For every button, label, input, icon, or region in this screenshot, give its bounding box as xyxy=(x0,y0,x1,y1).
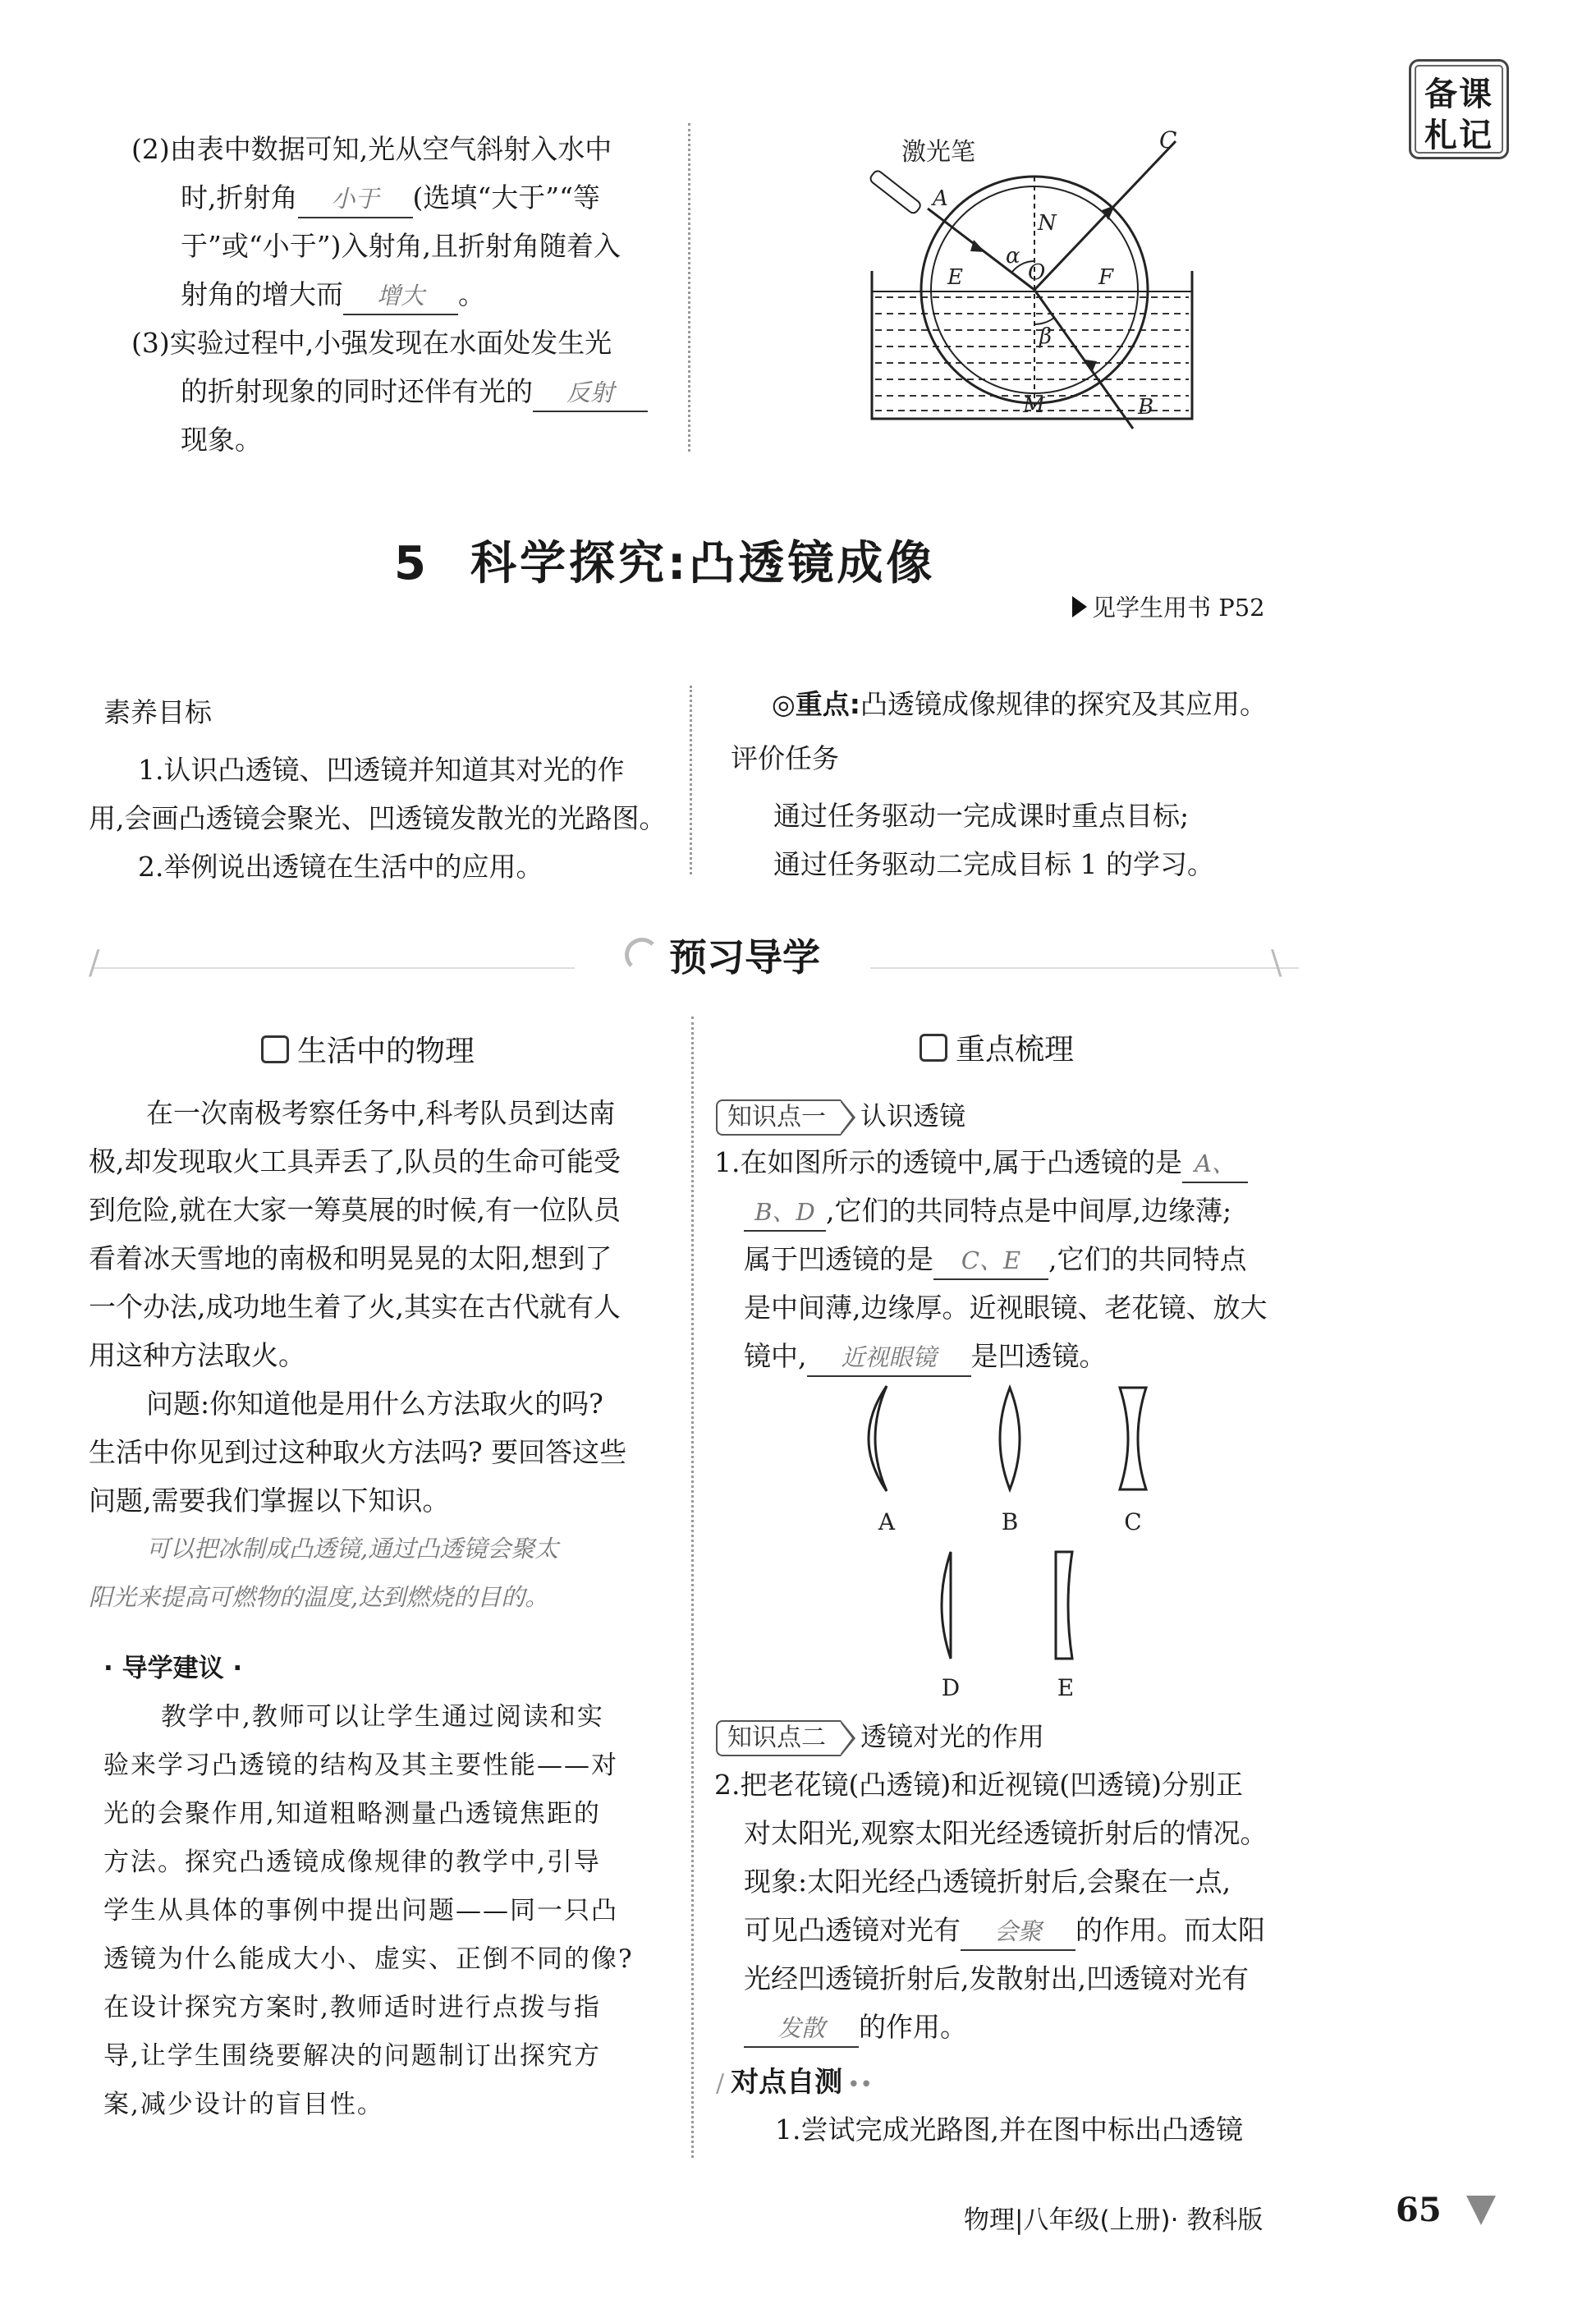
lens-label-E: E xyxy=(1057,1674,1075,1701)
label-O: O xyxy=(1028,260,1046,285)
label-A: A xyxy=(933,186,948,211)
picture-icon xyxy=(261,1035,289,1063)
refracted-arrow xyxy=(1085,360,1097,373)
stamp-line-2: 札记 xyxy=(1424,117,1493,154)
q2-line-b: 时,折射角 小于 (选填“大于”“等 xyxy=(131,173,673,222)
kp1-title: 认识透镜 xyxy=(860,1100,966,1131)
lens-E xyxy=(1056,1552,1072,1659)
q2-ans-diverge: 发散 xyxy=(744,2010,859,2048)
self-test-q1: 1.尝试完成光路图,并在图中标出凸透镜 xyxy=(775,2114,1243,2146)
banner-slash-left: / xyxy=(89,944,100,982)
eval-2: 通过任务驱动二完成目标 1 的学习。 xyxy=(773,848,1214,880)
guide-l4: 方法。探究凸透镜成像规律的教学中,引导 xyxy=(103,1847,601,1877)
page-number: 65 xyxy=(1396,2191,1442,2229)
stamp-line-1: 备课 xyxy=(1424,76,1493,113)
laser-pen xyxy=(869,169,922,215)
guide-l1: 教学中,教师可以让学生通过阅读和实 xyxy=(161,1702,604,1732)
q1-text xyxy=(714,1138,1470,1380)
key-label: ◎重点: xyxy=(772,688,860,720)
column-divider-main xyxy=(691,1017,694,2158)
q2-l4: 可见凸透镜对光有 会聚 的作用。而太阳 xyxy=(714,1906,1470,1954)
corner-stamp xyxy=(1409,59,1509,159)
life-heading: 生活中的物理 xyxy=(261,1028,475,1070)
life-p2-l1: 问题:你知道他是用什么方法取火的吗? xyxy=(146,1388,603,1420)
laser-label: 激光笔 xyxy=(901,138,975,167)
life-answer-l1: 可以把冰制成凸透镜,通过凸透镜会聚太 xyxy=(146,1535,559,1563)
label-beta: β xyxy=(1039,324,1053,349)
section-title-text: 科学探究:凸透镜成像 xyxy=(470,537,936,590)
life-p2-l3: 问题,需要我们掌握以下知识。 xyxy=(89,1485,450,1517)
lens-D xyxy=(942,1552,951,1659)
kp2-header xyxy=(716,1716,1044,1756)
key-points-heading: 重点梳理 xyxy=(920,1026,1074,1068)
label-B: B xyxy=(1138,395,1154,420)
q3-line-a: (3)实验过程中,小强发现在水面处发生光 xyxy=(131,327,612,359)
life-p1-l1: 在一次南极考察任务中,科考队员到达南 xyxy=(146,1097,616,1129)
goal-1a: 1.认识凸透镜、凹透镜并知道其对光的作 xyxy=(138,754,625,786)
q1-l3: 属于凹透镜的是 C、E ,它们的共同特点 xyxy=(714,1235,1470,1283)
q1-l5: 镜中, 近视眼镜 是凹透镜。 xyxy=(714,1332,1470,1380)
q2-l2: 对太阳光,观察太阳光经透镜折射后的情况。 xyxy=(744,1817,1268,1849)
life-p1-l5: 一个办法,成功地生着了火,其实在古代就有人 xyxy=(89,1291,621,1323)
play-arrow-icon xyxy=(1072,596,1087,617)
guide-l2: 验来学习凸透镜的结构及其主要性能——对 xyxy=(103,1751,618,1780)
life-p1-l3: 到危险,就在大家一筹莫展的时候,有一位队员 xyxy=(89,1194,621,1226)
kp2-tag: 知识点二 xyxy=(716,1720,841,1756)
q2-l1: 2.把老花镜(凸透镜)和近视镜(凹透镜)分别正 xyxy=(714,1769,1243,1801)
key-text: 凸透镜成像规律的探究及其应用。 xyxy=(860,688,1267,720)
q2-l3: 现象:太阳光经凸透镜折射后,会聚在一点, xyxy=(744,1866,1231,1898)
lens-label-A: A xyxy=(878,1508,896,1535)
q2-text xyxy=(714,1760,1470,2051)
key-point-line xyxy=(772,680,1511,728)
q3-line-c: 现象。 xyxy=(181,424,262,456)
q1-ans-ce: C、E xyxy=(933,1242,1048,1280)
goal-2: 2.举例说出透镜在生活中的应用。 xyxy=(138,851,543,883)
q1-l4: 是中间薄,边缘厚。近视眼镜、老花镜、放大 xyxy=(744,1292,1268,1324)
footer-arrow-icon xyxy=(1466,2196,1496,2225)
q2-l6: 发散 的作用。 xyxy=(714,2003,1470,2051)
top-left-text xyxy=(131,125,673,464)
guide-l9: 案,减少设计的盲目性。 xyxy=(103,2090,384,2119)
goals-heading: 素养目标 xyxy=(103,696,212,728)
lens-A xyxy=(869,1386,887,1491)
life-answer-l2: 阳光来提高可燃物的温度,达到燃烧的目的。 xyxy=(89,1583,549,1611)
label-N: N xyxy=(1038,211,1057,236)
guide-l6: 透镜为什么能成大小、虚实、正倒不同的像? xyxy=(103,1944,634,1974)
kp1-header xyxy=(716,1095,965,1136)
life-text xyxy=(89,1089,680,1622)
lens-B xyxy=(1000,1388,1020,1489)
guide-l3: 光的会聚作用,知道粗略测量凸透镜焦距的 xyxy=(103,1799,601,1829)
lens-label-C: C xyxy=(1124,1508,1142,1535)
column-divider-top xyxy=(688,123,690,452)
eval-1: 通过任务驱动一完成课时重点目标; xyxy=(773,800,1190,832)
lens-figure xyxy=(854,1379,1182,1708)
dots-icon: •• xyxy=(847,2072,873,2097)
life-p1-l2: 极,却发现取火工具弄丢了,队员的生命可能受 xyxy=(89,1145,621,1177)
q1-ans-bd: B、D xyxy=(744,1194,826,1232)
kp2-title: 透镜对光的作用 xyxy=(860,1721,1045,1752)
q1-l1: 1.在如图所示的透镜中,属于凸透镜的是 A、 xyxy=(714,1138,1470,1186)
lens-C xyxy=(1120,1388,1146,1489)
goals-text xyxy=(89,746,680,891)
q2-ans-converge: 会聚 xyxy=(961,1913,1075,1951)
life-p2-l2: 生活中你见到过这种取火方法吗? 要回答这些 xyxy=(89,1436,627,1468)
eval-heading: 评价任务 xyxy=(731,742,839,774)
q2-l5: 光经凹透镜折射后,发散射出,凹透镜对光有 xyxy=(744,1962,1249,1994)
beta-arc xyxy=(1034,318,1054,324)
life-p1-l4: 看着冰天雪地的南极和明晃晃的太阳,想到了 xyxy=(89,1242,612,1274)
footer-book: 物理|八年级(上册)· 教科版 xyxy=(964,2205,1264,2235)
life-p1-l6: 用这种方法取火。 xyxy=(89,1339,305,1371)
q1-ans-myopia: 近视眼镜 xyxy=(807,1339,971,1377)
lens-label-D: D xyxy=(941,1674,961,1701)
column-divider-goals xyxy=(690,686,692,874)
guide-heading: · 导学建议 · xyxy=(103,1654,243,1683)
label-E: E xyxy=(947,265,963,290)
pen-icon: / xyxy=(716,2069,725,2098)
label-C: C xyxy=(1159,126,1177,154)
guide-l5: 学生从具体的事例中提出问题——同一只凸 xyxy=(103,1896,618,1925)
answer-increase: 增大 xyxy=(343,278,458,315)
preview-banner: 预习导学 xyxy=(575,928,870,989)
eval-text xyxy=(773,792,1496,888)
banner-slash-right: \ xyxy=(1271,944,1282,982)
kp1-tag: 知识点一 xyxy=(716,1099,841,1136)
q2-line-a: (2)由表中数据可知,光从空气斜射入水中 xyxy=(131,133,612,165)
answer-smaller: 小于 xyxy=(298,181,413,218)
section-title xyxy=(394,527,1133,593)
preview-swirl-icon xyxy=(625,938,659,972)
guide-l8: 导,让学生围绕要解决的问题制订出探究方 xyxy=(103,2041,601,2071)
student-book-ref: 见学生用书 P52 xyxy=(1072,590,1265,623)
checklist-icon xyxy=(920,1034,947,1062)
lens-label-B: B xyxy=(1001,1508,1019,1535)
self-test-heading: / 对点自测 •• xyxy=(716,2066,873,2099)
goal-1b: 用,会画凸透镜会聚光、凹透镜发散光的光路图。 xyxy=(89,802,667,834)
guide-l7: 在设计探究方案时,教师适时进行点拨与指 xyxy=(103,1993,601,2022)
q3-line-b: 的折射现象的同时还伴有光的 反射 xyxy=(131,367,673,415)
guide-text xyxy=(103,1693,670,2129)
section-number: 5 xyxy=(394,537,429,590)
q1-l2: B、D ,它们的共同特点是中间厚,边缘薄; xyxy=(714,1186,1470,1235)
q2-line-c: 于”或“小于”)入射角,且折射角随着入 xyxy=(181,230,621,262)
refracted-ray xyxy=(1034,290,1133,429)
label-M: M xyxy=(1023,393,1045,418)
refraction-figure xyxy=(854,123,1231,435)
label-alpha: α xyxy=(1006,244,1020,268)
label-F: F xyxy=(1098,265,1114,290)
q1-ans-a: A、 xyxy=(1182,1145,1248,1183)
answer-reflection: 反射 xyxy=(533,374,648,412)
q2-line-d: 射角的增大而 增大 。 xyxy=(131,270,673,319)
